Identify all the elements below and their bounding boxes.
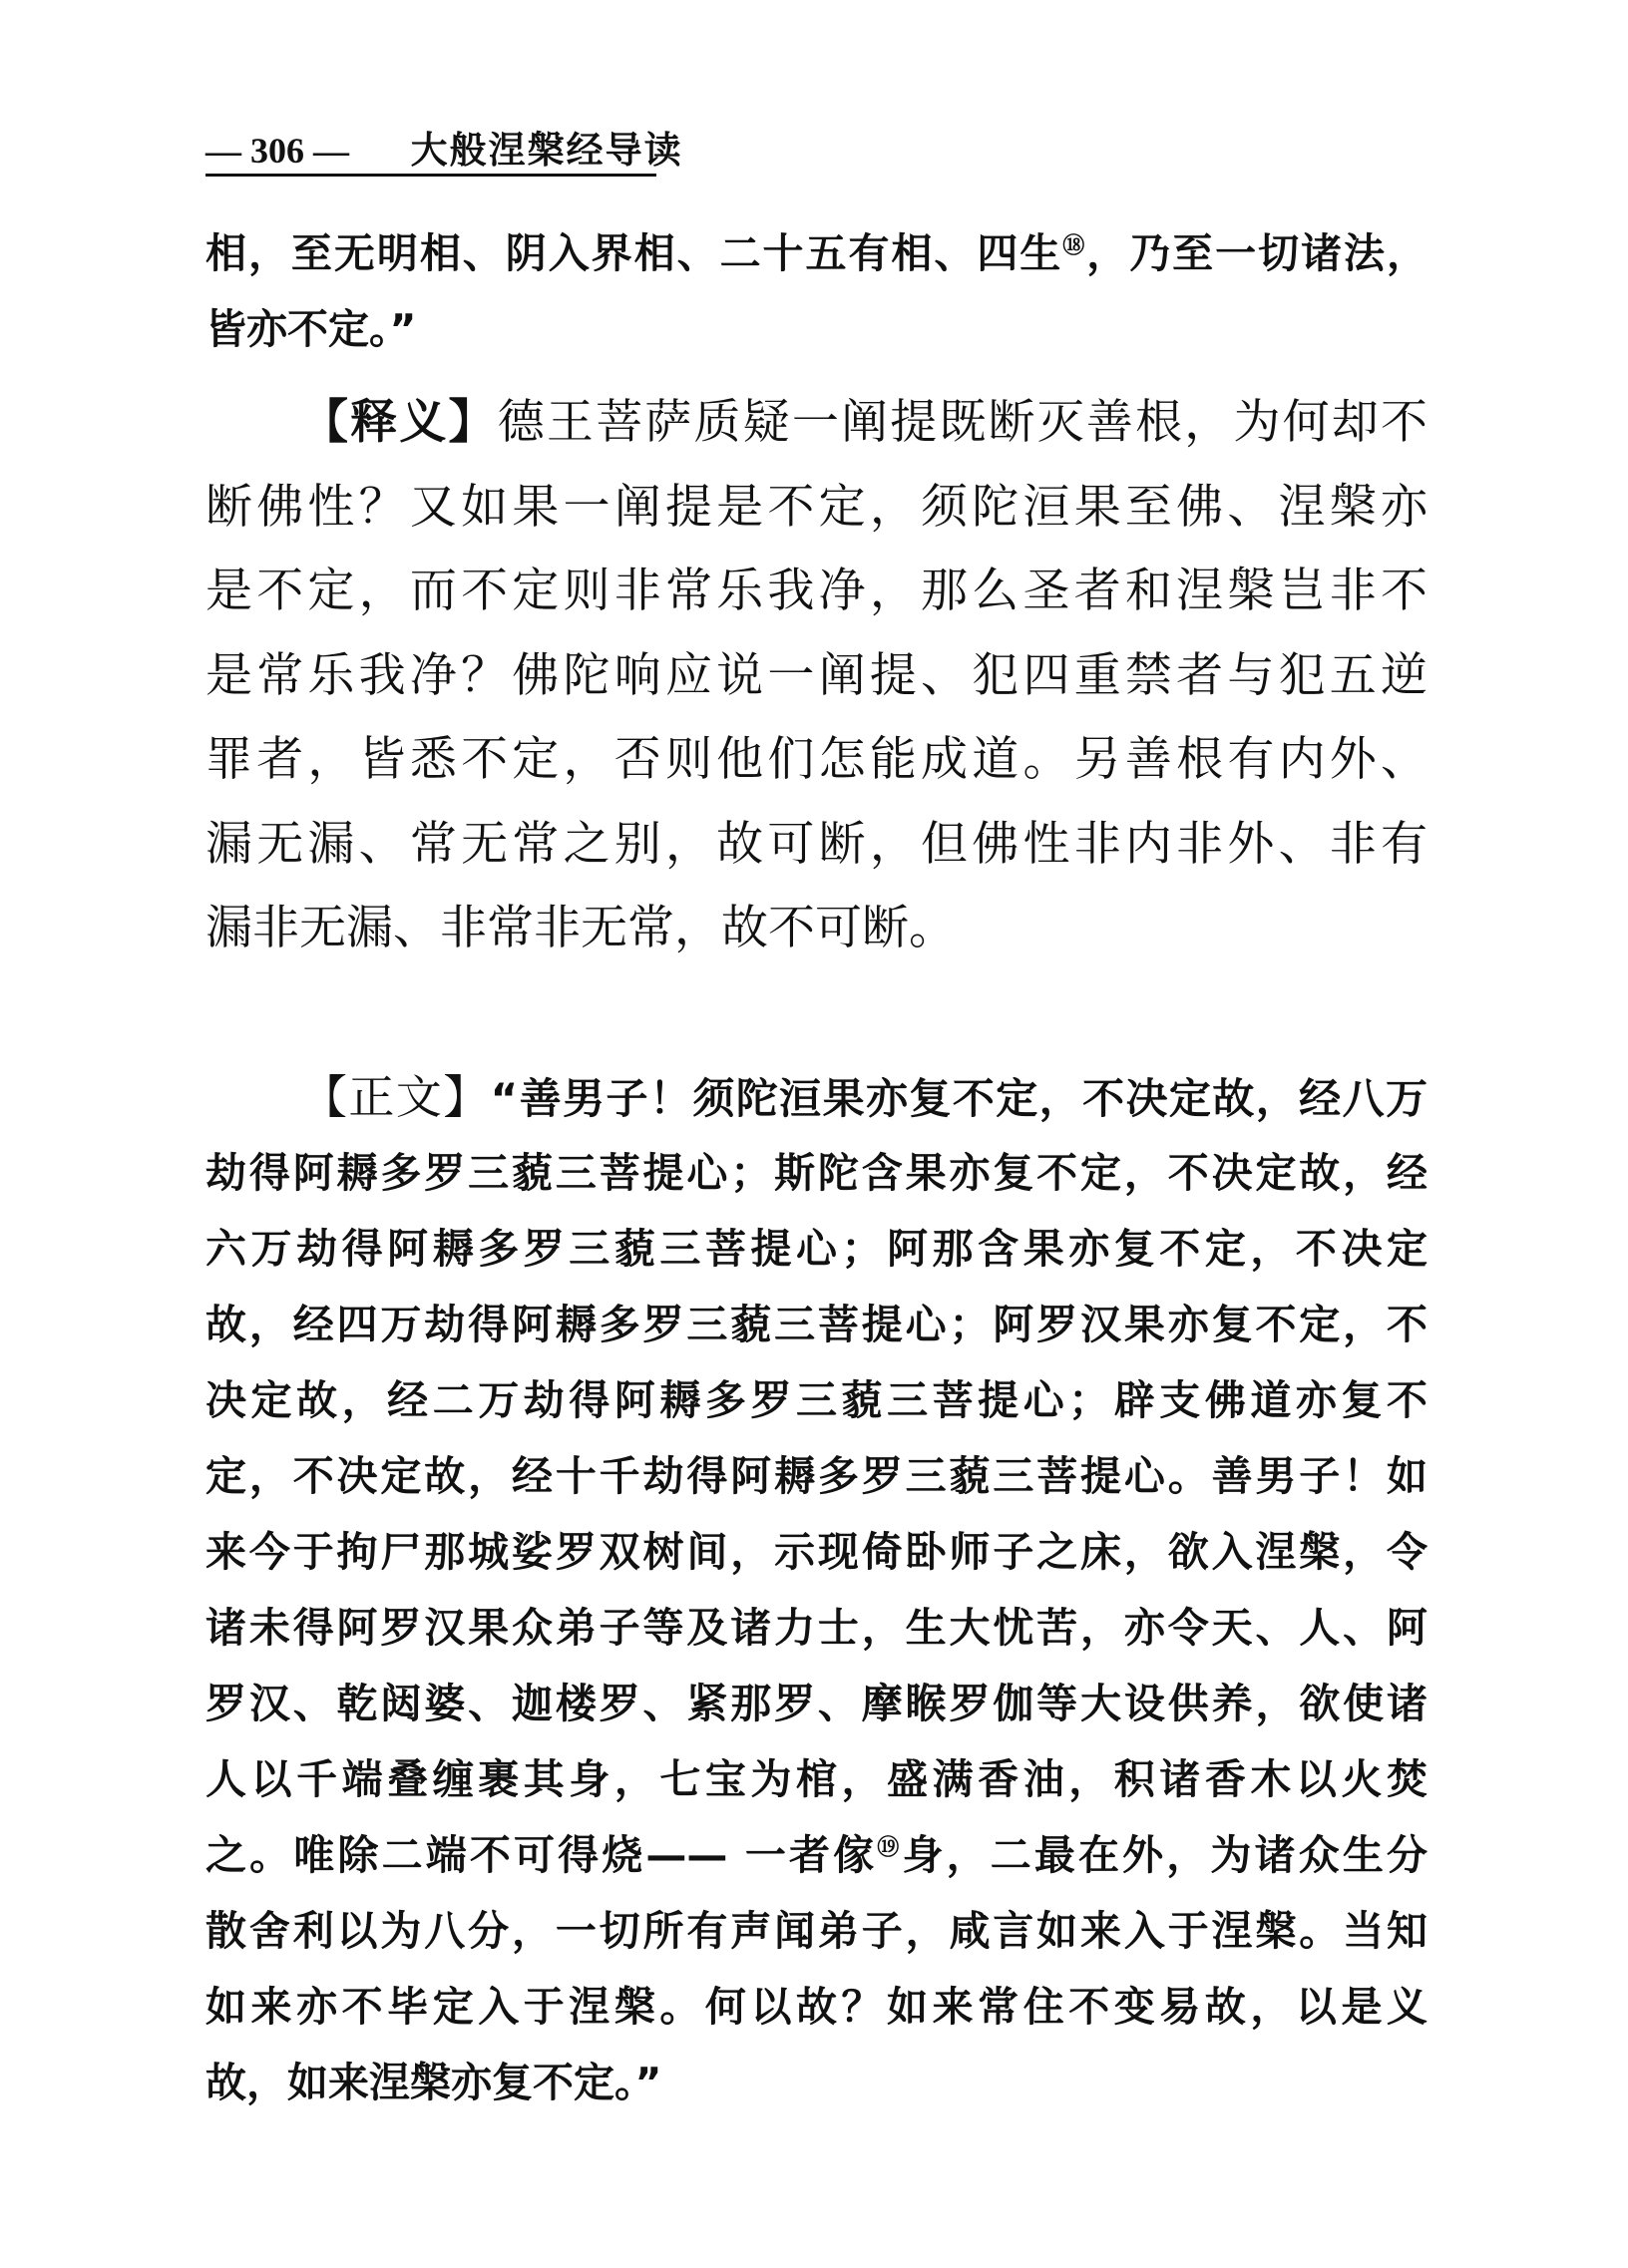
text-line: 故，经四万劫得阿耨多罗三藐三菩提心；阿罗汉果亦复不定，不 (205, 1301, 1427, 1348)
explanation-label: 【释义】 (301, 395, 498, 450)
explanation-section (205, 381, 1427, 971)
text-line: 相，至无明相、阴入界相、二十五有相、四生⑱，乃至一切诸法， (205, 229, 1427, 277)
text-line: 如来亦不毕定入于涅槃。何以故？如来常住不变易故，以是义 (205, 1983, 1427, 2031)
text-line: 六万劫得阿耨多罗三藐三菩提心；阿那含果亦复不定，不决定 (205, 1225, 1427, 1273)
main-text-label: 【正文】 (301, 1070, 491, 1124)
text-line: 劫得阿耨多罗三藐三菩提心；斯陀含果亦复不定，不决定故，经 (205, 1149, 1427, 1197)
page-number: — 306 — (205, 131, 349, 171)
note-ref: ⑱ (1062, 233, 1087, 259)
text-line: 是常乐我净？佛陀响应说一阐提、犯四重禁者与犯五逆 (205, 647, 1427, 703)
note-ref: ⑲ (877, 1835, 903, 1861)
text-line: 定，不决定故，经十千劫得阿耨多罗三藐三菩提心。善男子！如 (205, 1452, 1427, 1500)
text-line: 是不定，而不定则非常乐我净，那么圣者和涅槃岂非不 (205, 564, 1427, 618)
text-line: 漏非无漏、非常非无常，故不可断。 (205, 901, 956, 955)
text-line: 断佛性？又如果一阐提是不定，须陀洹果至佛、涅槃亦 (205, 479, 1427, 535)
continuation-quote (205, 215, 1427, 367)
running-header (205, 130, 683, 172)
text-line: 散舍利以为八分，一切所有声闻弟子，咸言如来入于涅槃。当知 (205, 1907, 1427, 1955)
main-text-section (205, 1059, 1427, 2120)
text-line: 罪者，皆悉不定，否则他们怎能成道。另善根有内外、 (205, 732, 1427, 787)
text-line: 人以千端叠缠裹其身，七宝为棺，盛满香油，积诸香木以火焚 (205, 1755, 1427, 1803)
text-line: 故，如来涅槃亦复不定。” (205, 2059, 662, 2106)
text-line: 【释义】德王菩萨质疑一阐提既断灭善根，为何却不 (301, 395, 1427, 450)
header-rule (205, 174, 656, 177)
text-line: 罗汉、乾闼婆、迦楼罗、紧那罗、摩睺罗伽等大设供养，欲使诸 (205, 1680, 1427, 1727)
text-line: 来今于拘尸那城娑罗双树间，示现倚卧师子之床，欲入涅槃，令 (205, 1528, 1427, 1576)
text-line: 【正文】“善男子！须陀洹果亦复不定，不决定故，经八万 (301, 1070, 1427, 1124)
text-line: 漏无漏、常无常之别，故可断，但佛性非内非外、非有 (205, 816, 1427, 872)
book-title: 大般涅槃经导读 (410, 128, 683, 172)
text-line: 诸未得阿罗汉果众弟子等及诸力士，生大忧苦，亦令天、人、阿 (205, 1604, 1427, 1652)
text-line: 皆亦不定。” (205, 305, 417, 353)
text-line: 决定故，经二万劫得阿耨多罗三藐三菩提心；辟支佛道亦复不 (205, 1376, 1427, 1424)
text-line: 之。唯除二端不可得烧—— 一者傢⑲身，二最在外，为诸众生分 (205, 1831, 1427, 1879)
